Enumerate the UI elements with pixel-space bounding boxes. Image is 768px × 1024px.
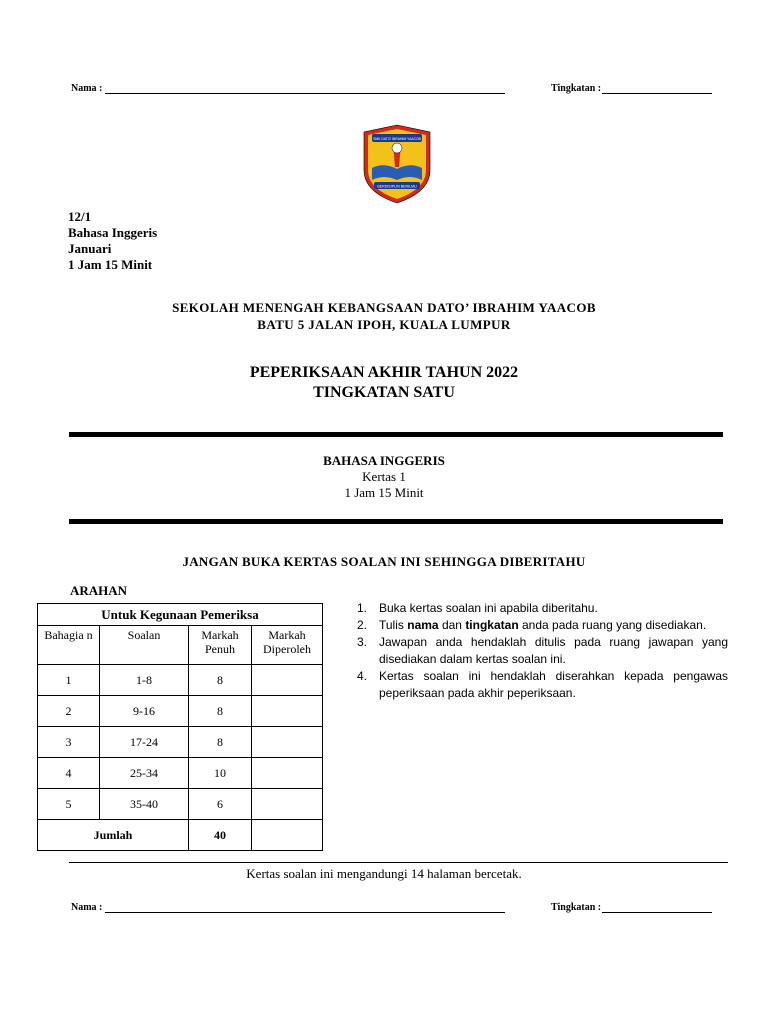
table-row [38, 696, 323, 727]
total-label: Jumlah [38, 820, 189, 851]
crest-bottom-text: BERDISIPLIN BERILMU [377, 184, 417, 189]
col-header-full-marks: Markah Penuh [189, 626, 252, 665]
cell-questions: 25-34 [100, 758, 189, 789]
col-header-obtained-marks: Markah Diperoleh [252, 626, 323, 665]
instruction-number: 1. [357, 601, 368, 615]
bottom-name-field [71, 902, 505, 913]
instruction-item [350, 617, 728, 634]
table-header-row [38, 626, 323, 665]
table-title: Untuk Kegunaan Pemeriksa [38, 604, 323, 626]
name-label: Nama : [71, 83, 103, 94]
cell-full-marks: 8 [189, 665, 252, 696]
instruction-number: 2. [357, 618, 368, 632]
school-crest-logo [360, 122, 434, 206]
do-not-open-warning: JANGAN BUKA KERTAS SOALAN INI SEHINGGA DIBERITAHU [182, 554, 586, 569]
col-header-section: Bahagia n [38, 626, 100, 665]
top-name-field [71, 83, 505, 94]
cell-questions: 9-16 [100, 696, 189, 727]
paper-meta [68, 209, 157, 273]
cell-obtained-marks[interactable] [252, 758, 323, 789]
instruction-text-post: anda pada ruang yang disediakan. [522, 618, 707, 632]
school-name: SEKOLAH MENENGAH KEBANGSAAN DATO’ IBRAHIM YAACOB [172, 300, 596, 315]
instruction-number: 4. [357, 669, 368, 683]
cell-obtained-marks[interactable] [252, 696, 323, 727]
table-row [38, 727, 323, 758]
instruction-item [350, 634, 728, 668]
cell-full-marks: 8 [189, 727, 252, 758]
instructions-heading: ARAHAN [70, 583, 128, 598]
cell-section: 1 [38, 665, 100, 696]
instruction-item [350, 600, 728, 617]
instruction-bold-form: tingkatan [465, 618, 519, 632]
subject-paper: Kertas 1 [362, 469, 406, 484]
paper-duration: 1 Jam 15 Minit [68, 257, 153, 272]
table-row [38, 789, 323, 820]
examiner-marks-table [37, 603, 323, 851]
name-blank-line [105, 902, 505, 913]
cell-obtained-marks[interactable] [252, 727, 323, 758]
instruction-text: Jawapan anda hendaklah ditulis pada ruang jawapan yang disediakan dalam kertas soalan ini. [379, 635, 728, 666]
cell-full-marks: 6 [189, 789, 252, 820]
form-label: Tingkatan : [551, 902, 602, 913]
name-blank-line [105, 83, 505, 94]
table-row [38, 758, 323, 789]
cell-questions: 17-24 [100, 727, 189, 758]
instruction-text: Kertas soalan ini hendaklah diserahkan kepada pengawas peperiksaan pada akhir peperiksaan. [379, 669, 728, 700]
bottom-form-field [551, 902, 712, 913]
instruction-text-mid: dan [441, 618, 462, 632]
cell-questions: 1-8 [100, 665, 189, 696]
top-form-field [551, 83, 712, 94]
cell-obtained-marks[interactable] [252, 665, 323, 696]
cell-section: 4 [38, 758, 100, 789]
instruction-text: Buka kertas soalan ini apabila diberitahu. [379, 601, 598, 615]
exam-level: TINGKATAN SATU [313, 384, 455, 401]
form-blank-line [602, 902, 712, 913]
instruction-number: 3. [357, 635, 368, 649]
cell-full-marks: 10 [189, 758, 252, 789]
table-row [38, 665, 323, 696]
name-label: Nama : [71, 902, 103, 913]
thick-divider-top [69, 432, 723, 437]
school-address: BATU 5 JALAN IPOH, KUALA LUMPUR [257, 317, 511, 332]
crest-torch-top [392, 143, 402, 153]
table-total-row [38, 820, 323, 851]
subject-block [0, 453, 768, 501]
col-header-questions: Soalan [100, 626, 189, 665]
instructions-list [350, 600, 728, 702]
form-label: Tingkatan : [551, 83, 602, 94]
exam-title-block [0, 363, 768, 403]
cell-full-marks: 8 [189, 696, 252, 727]
school-header [0, 299, 768, 333]
thick-divider-bottom [69, 519, 723, 524]
crest-top-text: SMK DATO' IBRAHIM YAACOB [373, 137, 421, 141]
instruction-item [350, 668, 728, 702]
instruction-bold-name: nama [407, 618, 439, 632]
paper-month: Januari [68, 241, 112, 256]
exam-title: PEPERIKSAAN AKHIR TAHUN 2022 [249, 364, 519, 381]
cell-questions: 35-40 [100, 789, 189, 820]
paper-code: 12/1 [68, 209, 92, 224]
total-obtained[interactable] [252, 820, 323, 851]
total-value: 40 [189, 820, 252, 851]
subject-name: BAHASA INGGERIS [323, 453, 445, 468]
cell-section: 2 [38, 696, 100, 727]
instruction-text-pre: Tulis [379, 618, 404, 632]
subject-duration: 1 Jam 15 Minit [344, 485, 424, 500]
paper-subject: Bahasa Inggeris [68, 225, 158, 240]
form-blank-line [602, 83, 712, 94]
footer-divider [69, 862, 728, 863]
cell-section: 5 [38, 789, 100, 820]
cell-section: 3 [38, 727, 100, 758]
page-count-note: Kertas soalan ini mengandungi 14 halaman bercetak. [246, 866, 522, 881]
cell-obtained-marks[interactable] [252, 789, 323, 820]
